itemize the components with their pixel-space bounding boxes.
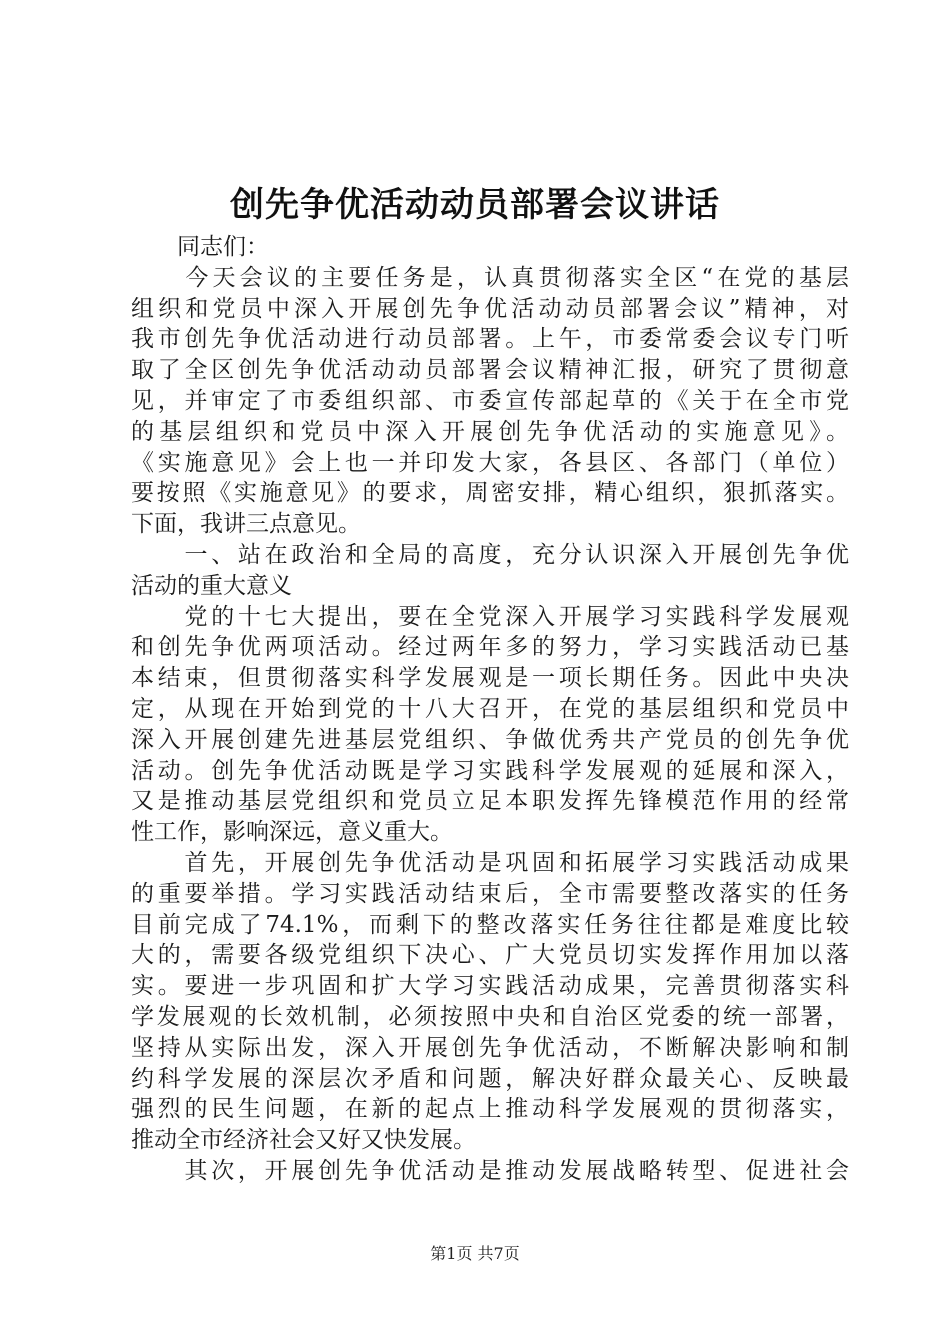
text-line: 坚持从实际出发，深入开展创先争优活动，不断解决影响和制 — [131, 1034, 849, 1061]
document-body — [131, 232, 849, 1187]
text-line: 其次，开展创先争优活动是推动发展战略转型、促进社会 — [131, 1157, 849, 1184]
page-footer: 第1页 共7页 — [430, 1244, 520, 1263]
text-line: 性工作，影响深远，意义重大。 — [131, 819, 453, 846]
text-line: 定，从现在开始到党的十八大召开，在党的基层组织和党员中 — [131, 695, 849, 722]
text-line: 党的十七大提出，要在全党深入开展学习实践科学发展观 — [131, 603, 849, 630]
text-line: 实。要进一步巩固和扩大学习实践活动成果，完善贯彻落实科 — [131, 973, 849, 1000]
text-line: 的基层组织和党员中深入开展创先争优活动的实施意见》。 — [131, 418, 849, 445]
text-line: 取了全区创先争优活动动员部署会议精神汇报，研究了贯彻意 — [131, 357, 849, 384]
text-line: 推动全市经济社会又好又快发展。 — [131, 1127, 476, 1154]
text-line: 和创先争优两项活动。经过两年多的努力，学习实践活动已基 — [131, 634, 849, 661]
text-line: 组织和党员中深入开展创先争优活动动员部署会议”精神，对 — [131, 295, 849, 322]
text-line: 今天会议的主要任务是，认真贯彻落实全区“在党的基层 — [131, 264, 849, 291]
text-line: 《实施意见》会上也一并印发大家，各县区、各部门（单位） — [131, 449, 849, 476]
text-line: 一、站在政治和全局的高度，充分认识深入开展创先争优 — [131, 541, 849, 568]
text-line: 深入开展创建先进基层党组织、争做优秀共产党员的创先争优 — [131, 726, 849, 753]
text-line: 学发展观的长效机制，必须按照中央和自治区党委的统一部署， — [131, 1003, 849, 1030]
text-line: 强烈的民生问题，在新的起点上推动科学发展观的贯彻落实， — [131, 1096, 849, 1123]
text-line: 本结束，但贯彻落实科学发展观是一项长期任务。因此中央决 — [131, 665, 849, 692]
text-line: 见，并审定了市委组织部、市委宣传部起草的《关于在全市党 — [131, 387, 849, 414]
text-line: 又是推动基层党组织和党员立足本职发挥先锋模范作用的经常 — [131, 788, 849, 815]
text-line: 目前完成了74.1%，而剩下的整改落实任务往往都是难度比较 — [131, 911, 849, 938]
document-title: 创先争优活动动员部署会议讲话 — [230, 185, 720, 225]
text-line: 要按照《实施意见》的要求，周密安排，精心组织，狠抓落实。 — [131, 480, 849, 507]
text-line: 下面，我讲三点意见。 — [131, 511, 361, 538]
text-line: 同志们： — [131, 234, 269, 260]
text-line: 的重要举措。学习实践活动结束后，全市需要整改落实的任务 — [131, 880, 849, 907]
text-line: 约科学发展的深层次矛盾和问题，解决好群众最关心、反映最 — [131, 1065, 849, 1092]
text-line: 首先，开展创先争优活动是巩固和拓展学习实践活动成果 — [131, 849, 849, 876]
text-line: 大的，需要各级党组织下决心、广大党员切实发挥作用加以落 — [131, 942, 849, 969]
text-line: 活动的重大意义 — [131, 572, 292, 599]
text-line: 活动。创先争优活动既是学习实践科学发展观的延展和深入， — [131, 757, 849, 784]
text-line: 我市创先争优活动进行动员部署。上午，市委常委会议专门听 — [131, 326, 849, 353]
